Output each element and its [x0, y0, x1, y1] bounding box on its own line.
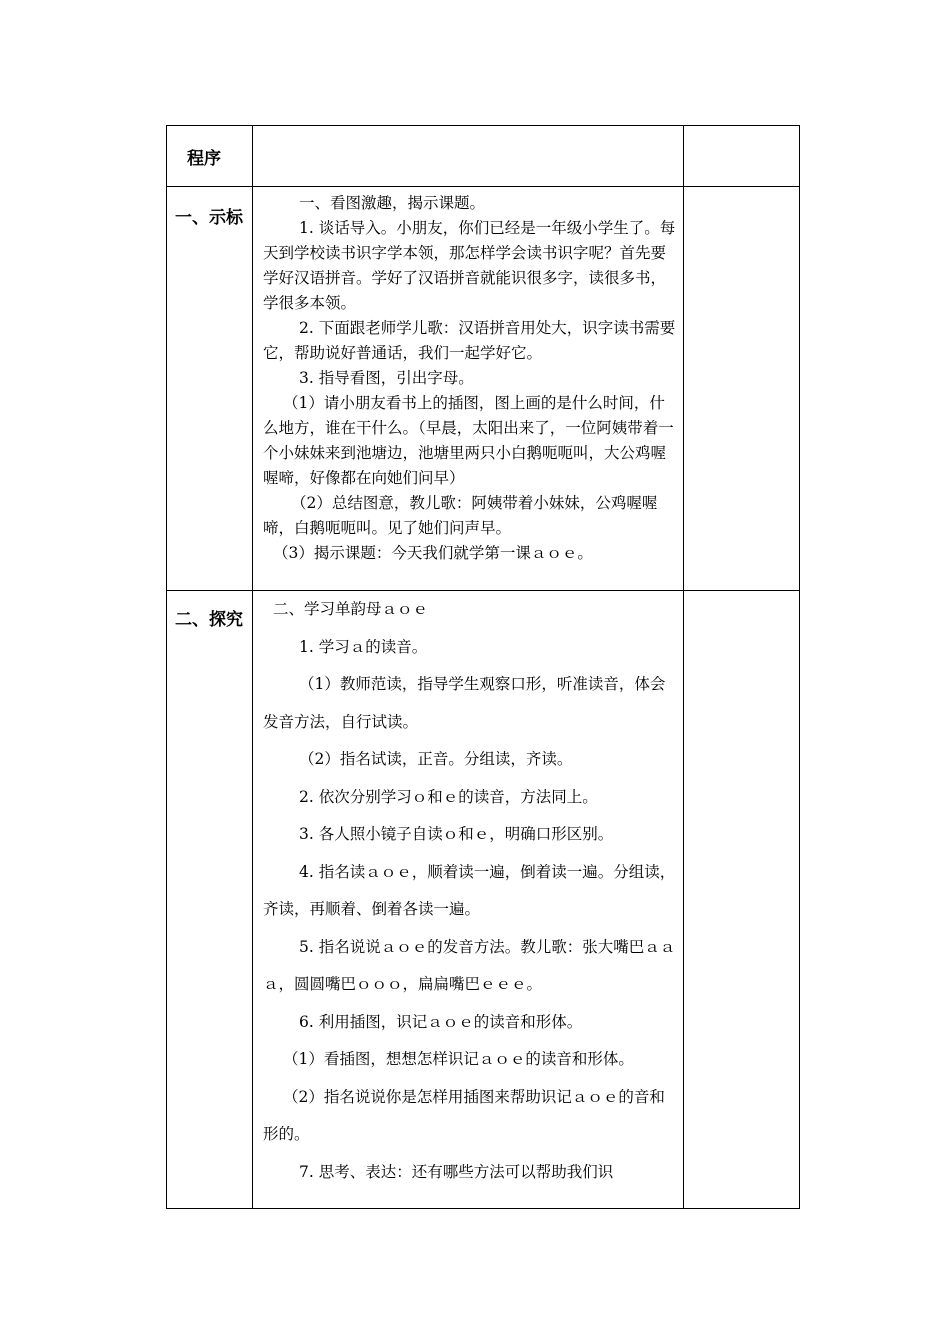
section2-line: （1）看插图，想想怎样识记ａｏｅ的读音和形体。	[283, 1050, 634, 1068]
section1-line: （3）揭示课题：今天我们就学第一课ａｏｅ。	[273, 544, 593, 562]
section1-label: 一、示标	[175, 208, 243, 228]
section2-notes-cell	[684, 591, 800, 1209]
section2-label: 二、探究	[175, 610, 243, 630]
section1-line: 一、看图激趣，揭示课题。	[299, 194, 486, 212]
section2-line: （2）指名试读，正音。分组读，齐读。	[299, 750, 573, 768]
section2-line: （1）教师范读，指导学生观察口形，听准读音，体会发音方法，自行试读。	[263, 675, 666, 731]
section2-line: 1. 学习ａ的读音。	[299, 637, 428, 656]
section1-line: （1）请小朋友看书上的插图，图上画的是什么时间，什么地方，谁在干什么。（早晨，太阳出来了，一位阿姨带着一个小妹妹来到池塘边，池塘里两只小白鹅呃呃叫，大公鸡喔喔啼，好像都在向她们问早）	[263, 394, 674, 487]
section2-content-cell	[253, 591, 684, 1209]
section2-content	[253, 591, 683, 1191]
section2-line: 7. 思考、表达：还有哪些方法可以帮助我们识	[299, 1162, 614, 1181]
header-row	[167, 126, 800, 187]
section2-line: （2）指名说说你是怎样用插图来帮助识记ａｏｅ的音和形的。	[263, 1087, 665, 1143]
section2-line: 二、学习单韵母ａｏｅ	[273, 600, 429, 618]
header-content-cell	[253, 126, 684, 187]
section2-line: 2. 依次分别学习ｏ和ｅ的读音，方法同上。	[299, 787, 598, 806]
section2-line: 4. 指名读ａｏｅ，顺着读一遍，倒着读一遍。分组读，齐读，再顺着、倒着各读一遍。	[263, 862, 676, 918]
section1-content-cell	[253, 187, 684, 591]
section2-line: 5. 指名说说ａｏｅ的发音方法。教儿歌：张大嘴巴ａａａ，圆圆嘴巴ｏｏｏ，扁扁嘴巴ｅｅｅ。	[263, 937, 676, 993]
section1-line: 2. 下面跟老师学儿歌：汉语拼音用处大，识字读书需要它，帮助说好普通话，我们一起学好它。	[263, 319, 676, 362]
header-label-cell	[167, 126, 253, 187]
header-notes-cell	[684, 126, 800, 187]
section1-line: （2）总结图意，教儿歌：阿姨带着小妹妹，公鸡喔喔啼，白鹅呃呃叫。见了她们问声早。	[263, 494, 658, 537]
section1-notes-cell	[684, 187, 800, 591]
section2-line: 6. 利用插图，识记ａｏｅ的读音和形体。	[299, 1012, 583, 1031]
header-label: 程序	[187, 149, 221, 169]
section2-line: 3. 各人照小镜子自读ｏ和ｅ，明确口形区别。	[299, 825, 614, 843]
section1-label-cell	[167, 187, 253, 591]
section1-line: 3. 指导看图，引出字母。	[299, 369, 474, 387]
lesson-plan-table	[166, 125, 800, 1209]
section1-content	[253, 187, 683, 566]
section2-row	[167, 591, 800, 1209]
section2-label-cell	[167, 591, 253, 1209]
section1-row	[167, 187, 800, 591]
section1-line: 1. 谈话导入。小朋友，你们已经是一年级小学生了。每天到学校读书识字学本领，那怎样学会读书识字呢？首先要学好汉语拼音。学好了汉语拼音就能识很多字，读很多书，学很多本领。	[263, 219, 676, 312]
